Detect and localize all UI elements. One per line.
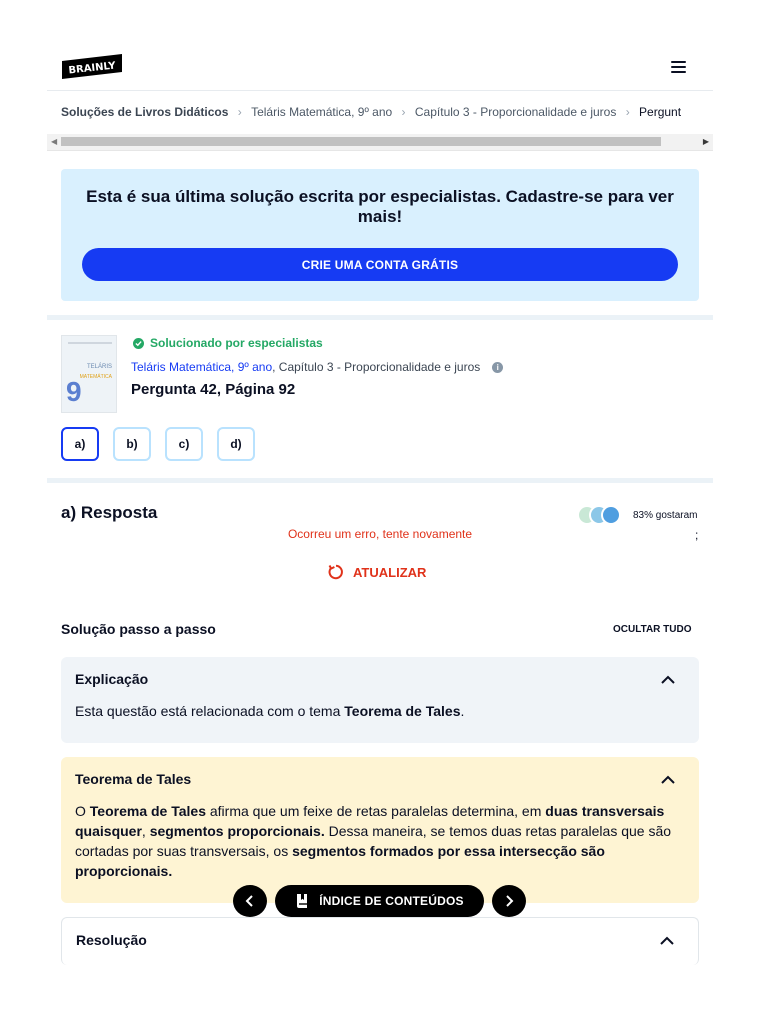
avatar xyxy=(601,505,621,525)
chapter-text: , Capítulo 3 - Proporcionalidade e juros xyxy=(272,360,481,374)
liked-avatars xyxy=(577,505,625,527)
top-bar xyxy=(47,0,713,91)
chevron-right-icon: › xyxy=(237,104,242,119)
page-frame xyxy=(47,0,713,1024)
option-tabs xyxy=(61,427,255,461)
answer-title: a) Resposta xyxy=(61,503,158,522)
stray-text: ; xyxy=(695,528,699,542)
tales-theorem-panel xyxy=(61,757,699,903)
breadcrumb-item[interactable]: Capítulo 3 - Proporcionalidade e juros xyxy=(414,104,617,119)
info-icon[interactable]: i xyxy=(492,362,503,373)
breadcrumb-item[interactable]: Pergunt xyxy=(639,104,682,119)
breadcrumb-item[interactable]: Soluções de Livros Didáticos xyxy=(61,104,229,119)
explanation-panel xyxy=(61,657,699,743)
cover-number: 9 xyxy=(66,376,82,407)
book-icon xyxy=(295,893,310,909)
bold-text: Teorema de Tales xyxy=(344,703,461,719)
error-message: Ocorreu um erro, tente novamente xyxy=(287,527,473,541)
text-run: , xyxy=(141,823,150,839)
section-divider xyxy=(47,315,713,320)
hide-all-button[interactable]: OCULTAR TUDO xyxy=(613,624,692,635)
book-link[interactable]: Teláris Matemática, 9º ano xyxy=(131,360,273,374)
scroll-left-icon[interactable]: ◀ xyxy=(51,137,58,146)
option-tab-d[interactable]: d) xyxy=(217,427,255,461)
panel-body xyxy=(75,701,675,721)
option-tab-a[interactable]: a) xyxy=(61,427,99,461)
scroll-right-icon[interactable]: ▶ xyxy=(702,137,709,146)
section-divider xyxy=(47,478,713,483)
verified-label: Solucionado por especialistas xyxy=(150,336,323,350)
cover-subtitle: MATEMÁTICA xyxy=(79,374,112,380)
panel-body xyxy=(75,801,675,881)
option-tab-c[interactable]: c) xyxy=(165,427,203,461)
likes-count: 83% gostaram xyxy=(633,510,698,521)
bold-text: segmentos proporcionais. xyxy=(149,823,325,839)
question-title: Pergunta 42, Página 92 xyxy=(131,381,296,398)
resolution-panel xyxy=(61,917,699,965)
breadcrumb xyxy=(61,104,713,124)
breadcrumb-item[interactable]: Teláris Matemática, 9º ano xyxy=(251,104,393,119)
content-index-button[interactable] xyxy=(275,885,484,917)
previous-button[interactable] xyxy=(233,885,267,917)
next-button[interactable] xyxy=(492,885,526,917)
bold-text: Teorema de Tales xyxy=(89,803,206,819)
book-info xyxy=(131,360,503,374)
logo-text: BRAINLY xyxy=(67,60,117,77)
panel-title: Resolução xyxy=(76,932,147,948)
panel-title: Explicação xyxy=(75,671,149,687)
verified-badge xyxy=(133,336,323,350)
refresh-button[interactable] xyxy=(327,563,426,581)
solution-heading: Solução passo a passo xyxy=(61,621,216,637)
chevron-up-icon[interactable] xyxy=(659,771,677,789)
promo-text: Esta é sua última solução escrita por especialistas. Cadastre-se para ver mais! xyxy=(86,187,674,226)
refresh-label: ATUALIZAR xyxy=(353,564,427,580)
scrollbar-thumb[interactable] xyxy=(61,137,661,146)
bold-text: duas transversais quaisquer xyxy=(75,803,665,839)
chevron-up-icon[interactable] xyxy=(659,671,677,689)
check-circle-icon xyxy=(133,338,144,349)
chevron-right-icon xyxy=(502,894,516,908)
book-cover[interactable] xyxy=(61,335,117,413)
text-run: afirma que um feixe de retas paralelas determina, em xyxy=(205,803,546,819)
panel-title: Teorema de Tales xyxy=(75,771,192,787)
text-run: Esta questão está relacionada com o tema xyxy=(75,703,345,719)
signup-promo xyxy=(61,169,699,301)
chevron-up-icon[interactable] xyxy=(658,932,676,950)
text-run: . xyxy=(460,703,465,719)
content-index-label: ÍNDICE DE CONTEÚDOS xyxy=(319,894,464,908)
refresh-icon xyxy=(327,563,345,581)
bold-text: segmentos formados por essa intersecção são proporcionais. xyxy=(75,843,605,879)
create-account-button[interactable]: CRIE UMA CONTA GRÁTIS xyxy=(82,248,678,281)
option-tab-b[interactable]: b) xyxy=(113,427,151,461)
text-run: O xyxy=(75,803,90,819)
chevron-left-icon xyxy=(243,894,257,908)
hamburger-menu-icon[interactable] xyxy=(671,56,691,78)
chevron-right-icon: › xyxy=(625,104,630,119)
horizontal-scrollbar[interactable] xyxy=(47,134,713,151)
brainly-logo[interactable] xyxy=(60,54,124,80)
chevron-right-icon: › xyxy=(401,104,406,119)
cover-title: TELÁRIS xyxy=(86,364,112,370)
text-run: Dessa maneira, se temos duas retas paralelas que são cortadas por suas transversais, os xyxy=(75,823,672,859)
